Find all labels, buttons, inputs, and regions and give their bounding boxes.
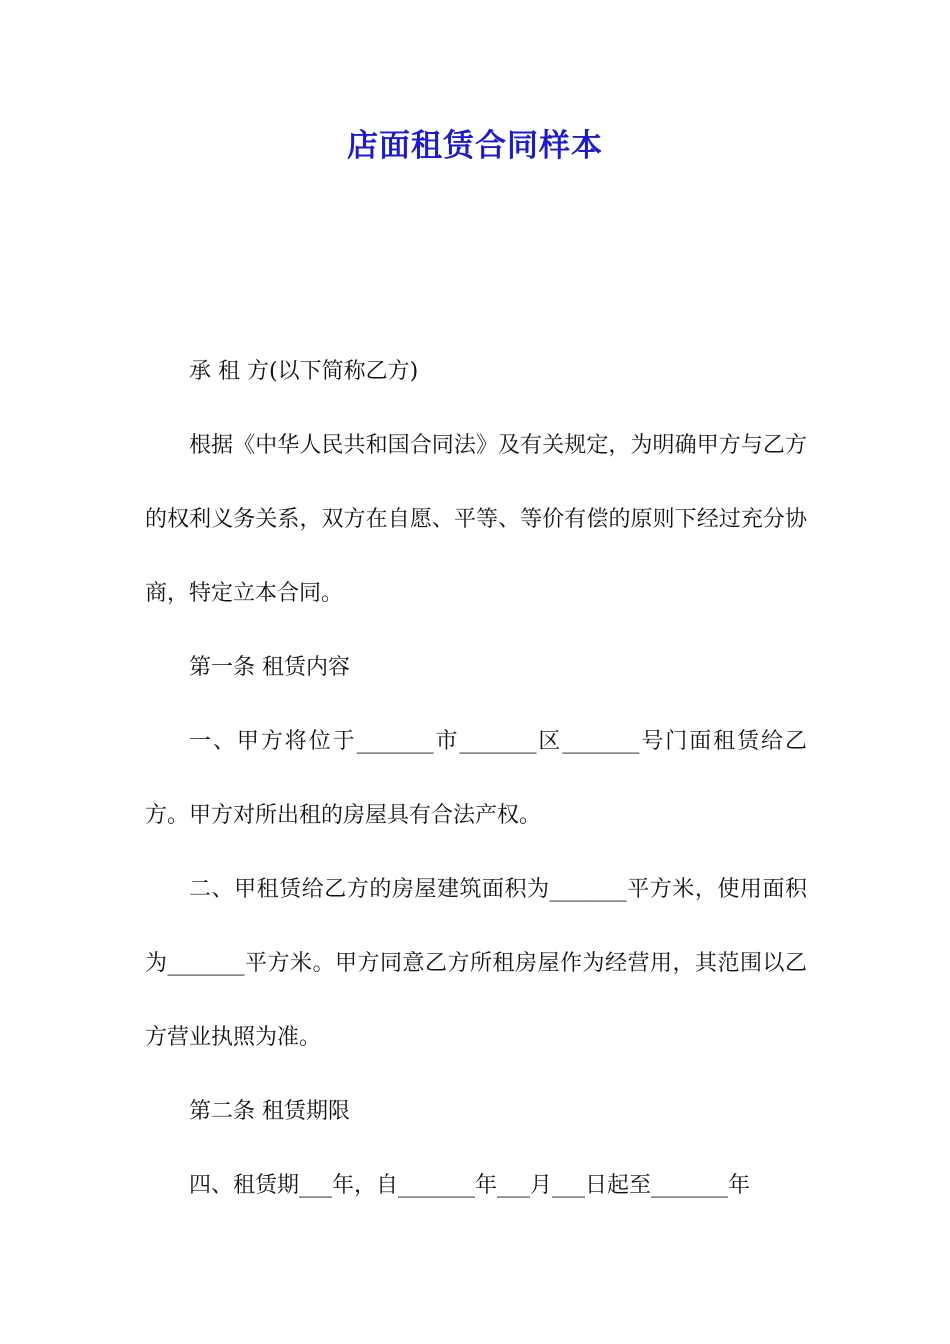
paragraph-clause-1: 一、甲方将位于_______市_______区_______号门面租赁给乙方。甲方对所出租的房屋具有合法产权。 [145, 729, 807, 828]
paragraph-preamble: 根据《中华人民共和国合同法》及有关规定，为明确甲方与乙方的权利义务关系，双方在自愿、平等、等价有偿的原则下经过充分协商，特定立本合同。 [145, 433, 807, 606]
document-title: 店面租赁合同样本 [347, 128, 603, 164]
document-body [145, 335, 807, 1223]
paragraph-clause-4: 四、租赁期___年，自_______年___月___日起至_______年 [189, 1173, 751, 1198]
paragraph-lessee: 承 租 方(以下简称乙方) [189, 359, 419, 384]
paragraph-clause-2: 二、甲租赁给乙方的房屋建筑面积为_______平方米，使用面积为_______平方米。甲方同意乙方所租房屋作为经营用，其范围以乙方营业执照为准。 [145, 877, 807, 1050]
article-2-heading: 第二条 租赁期限 [189, 1099, 350, 1124]
article-1-heading: 第一条 租赁内容 [189, 655, 350, 680]
